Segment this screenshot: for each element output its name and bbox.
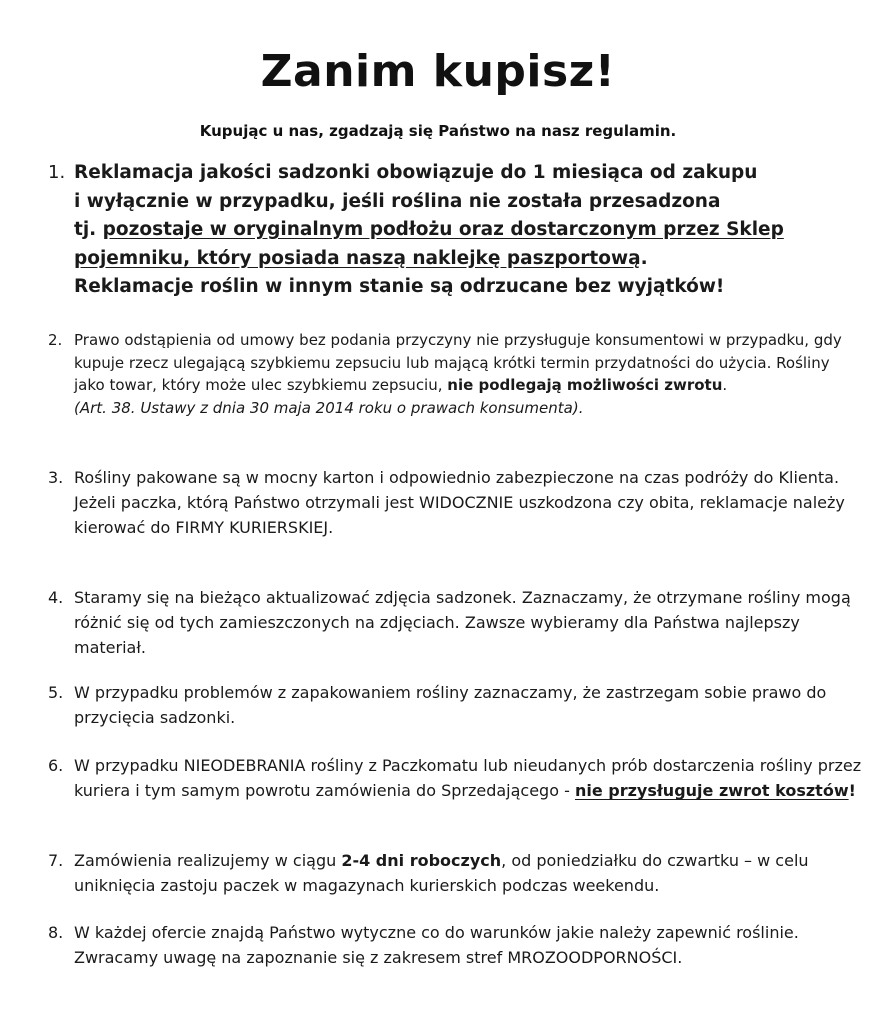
underlined-text: pozostaje w oryginalnym podłożu oraz dostarczonym przez Sklep [102, 219, 784, 240]
item-number: 3. [48, 468, 64, 487]
page-title: Zanim kupisz! [260, 46, 616, 97]
item-text [74, 585, 864, 660]
item-paragraph: W każdej ofercie znajdą Państwo wytyczne co do warunków jakie należy zapewnić roślinie. Zwracamy uwagę na zapoznanie się z zakresem stref MROZOODPORNOŚCI. [74, 923, 799, 967]
item-text [74, 753, 864, 803]
item-number: 1. [48, 162, 66, 183]
bold-text: 2-4 dni roboczych [341, 851, 502, 870]
text-segment: ! [848, 781, 856, 800]
text-segment: tj. [74, 219, 103, 240]
item-text [74, 329, 864, 419]
item-paragraph: Jeżeli paczka, którą Państwo otrzymali jest WIDOCZNIE uszkodzona czy obita, reklamacje należy kierować do FIRMY KURIERSKIEJ. [74, 493, 845, 537]
item-number: 6. [48, 756, 64, 775]
text-segment: , od poniedziałku do czwartku – w celu uniknięcia zastoju paczek w magazynach kurierskich podczas weekendu. [74, 851, 809, 895]
item-number: 8. [48, 923, 64, 942]
item-line [74, 245, 864, 274]
bold-underlined-text: nie przysługuje zwrot kosztów [574, 781, 849, 800]
page-subtitle: Kupując u nas, zgadzają się Państwo na nasz regulamin. [199, 122, 677, 140]
item-paragraph: Staramy się na bieżąco aktualizować zdjęcia sadzonek. Zaznaczamy, że otrzymane rośliny mogą różnić się od tych zamieszczonych na zdjęciach. Zawsze wybieramy dla Państwa najlepszy materiał. [74, 588, 851, 657]
item-line: Reklamacja jakości sadzonki obowiązuje do 1 miesiąca od zakupu [74, 162, 758, 183]
text-segment: W przypadku NIEODEBRANIA rośliny z Paczkomatu lub nieudanych prób dostarczenia rośliny przez kuriera i tym samym powrotu zamówienia do Sprzedającego - [74, 756, 862, 800]
item-number: 5. [48, 683, 64, 702]
underlined-text: pojemniku, który posiada naszą naklejkę paszportową [74, 247, 641, 269]
item-text [74, 159, 864, 302]
item-paragraph: W przypadku problemów z zapakowaniem rośliny zaznaczamy, że zastrzegam sobie prawo do przycięcia sadzonki. [74, 683, 827, 727]
text-segment: . [722, 376, 728, 394]
item-paragraph [74, 753, 864, 803]
item-number: 4. [48, 588, 64, 607]
item-text [74, 465, 864, 540]
item-text [74, 848, 864, 898]
text-segment: . [640, 247, 648, 269]
item-paragraph [74, 329, 864, 397]
item-text [74, 680, 864, 730]
text-segment: Zamówienia realizujemy w ciągu [74, 851, 342, 870]
item-line [74, 216, 864, 245]
bold-text: nie podlegają możliwości zwrotu [447, 376, 723, 394]
item-paragraph: Rośliny pakowane są w mocny karton i odpowiednio zabezpieczone na czas podróży do Klienta. [74, 468, 840, 487]
item-number: 2. [48, 331, 63, 349]
text-segment: Prawo odstąpienia od umowy bez podania przyczyny nie przysługuje konsumentowi w przypadku, gdy kupuje rzecz ulegającą szybkiemu zepsuciu lub mającą krótki termin przydatności do użycia. Rośliny jako towar, który może ulec szybkiemu zepsuciu, [74, 331, 842, 394]
citation: (Art. 38. Ustawy z dnia 30 maja 2014 roku o prawach konsumenta). [74, 398, 584, 417]
item-line: Reklamacje roślin w innym stanie są odrzucane bez wyjątków! [74, 276, 725, 297]
item-paragraph [74, 848, 864, 898]
item-text [74, 920, 864, 970]
item-line: i wyłącznie w przypadku, jeśli roślina nie została przesadzona [74, 190, 721, 212]
item-number: 7. [48, 851, 64, 870]
